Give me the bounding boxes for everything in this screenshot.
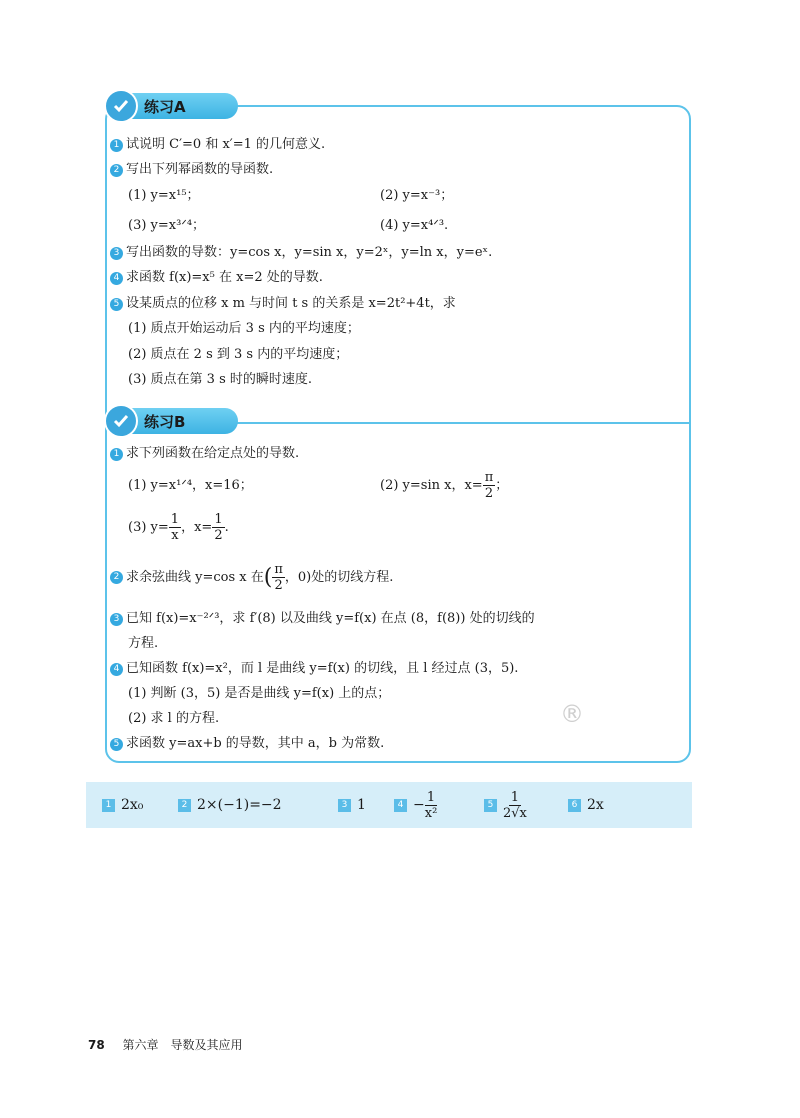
answer-1: 1 2x₀ <box>102 782 143 828</box>
b-q4: 4 已知函数 f(x)=x²，而 l 是曲线 y=f(x) 的切线，且 l 经过点 (3，5). <box>110 661 518 677</box>
b-q1-item1: (1) y=x¹ᐟ⁴，x=16； <box>128 478 253 493</box>
page-footer <box>88 1036 243 1053</box>
a-q5-item2: (2) 质点在 2 s 到 3 s 内的平均速度； <box>128 347 349 362</box>
pencil-check-icon <box>104 404 138 438</box>
a-q3: 3 写出函数的导数：y=cos x，y=sin x，y=2ˣ，y=ln x，y=eˣ. <box>110 245 492 261</box>
b-q2: 2 求余弦曲线 y=cos x 在 ( $\frac{\pi}{2}$ ，0) 处的切线方程. <box>110 562 393 593</box>
answer-5: 5 $\frac{1}{2√x}$ <box>484 782 527 828</box>
section-a-title: 练习A <box>144 97 186 116</box>
a-q2-item3: (3) y=x³ᐟ⁴； <box>128 218 206 233</box>
a-q2-item4: (4) y=x⁴ᐟ³. <box>380 218 449 233</box>
a-q2-item2: (2) y=x⁻³； <box>380 188 454 203</box>
answer-6: 6 2x <box>568 782 604 828</box>
b-q1-item3: (3) y= $\frac{1}{x}$ ，x= $\frac{1}{2}$ . <box>128 512 229 543</box>
a-q2-item1: (1) y=x¹⁵； <box>128 188 200 203</box>
section-a-tab <box>118 93 238 119</box>
b-q4-item2: (2) 求 l 的方程. <box>128 711 220 726</box>
a-q5: 5 设某质点的位移 x m 与时间 t s 的关系是 x=2t²+4t，求 <box>110 296 456 312</box>
answer-strip <box>86 782 692 828</box>
b-q3-line1: 3 已知 f(x)=x⁻²ᐟ³，求 f′(8) 以及曲线 y=f(x) 在点 (8，f(8)) 处的切线的 <box>110 611 535 627</box>
b-q3-line2: 方程. <box>128 636 159 651</box>
page-number: 78 <box>88 1038 105 1052</box>
b-q1: 1 求下列函数在给定点处的导数. <box>110 446 299 462</box>
a-q5-item1: (1) 质点开始运动后 3 s 内的平均速度； <box>128 321 360 336</box>
a-q4: 4 求函数 f(x)=x⁵ 在 x=2 处的导数. <box>110 270 323 286</box>
a-q5-item3: (3) 质点在第 3 s 时的瞬时速度. <box>128 372 313 387</box>
section-b-title: 练习B <box>144 412 186 431</box>
answer-3: 3 1 <box>338 782 366 828</box>
b-q1-item2: (2) y=sin x，x= $\frac{\pi}{2}$ ； <box>380 470 509 501</box>
a-q2: 2 写出下列幂函数的导函数. <box>110 162 273 178</box>
chapter-title: 第六章 导数及其应用 <box>122 1038 243 1052</box>
a-q1: 1 试说明 C′=0 和 x′=1 的几何意义. <box>110 137 325 153</box>
registered-mark: ® <box>560 700 584 728</box>
answer-4: 4 − $\frac{1}{\text{x²}}$ <box>394 782 437 828</box>
pencil-check-icon <box>104 89 138 123</box>
b-q5: 5 求函数 y=ax+b 的导数，其中 a，b 为常数. <box>110 736 384 752</box>
b-q4-item1: (1) 判断 (3，5) 是否是曲线 y=f(x) 上的点； <box>128 686 391 701</box>
section-b-tab <box>118 408 238 434</box>
answer-2: 2 2×(−1)=−2 <box>178 782 282 828</box>
